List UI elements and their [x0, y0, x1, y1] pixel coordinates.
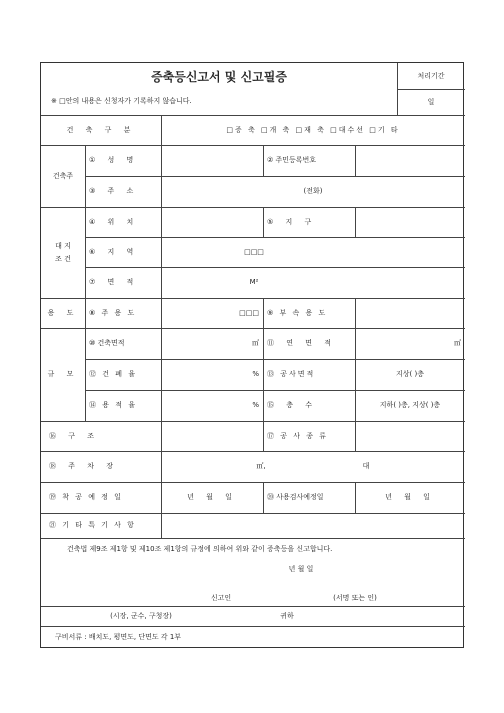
report-form	[40, 62, 464, 648]
remarks-label: ㉑ 기 타 특 기 사 항	[49, 521, 136, 529]
floors-label: ⑮ 층 수	[267, 401, 317, 409]
scale-label: 규 모	[47, 370, 79, 378]
floor-area-unit[interactable]: ㎡	[454, 339, 461, 347]
owner-name-field[interactable]	[161, 145, 263, 176]
form-note: ※ □안의 내용은 신청자가 기록하지 않습니다.	[51, 96, 192, 105]
remarks-field[interactable]	[161, 513, 465, 538]
main-use-label: ⑧ 주 용 도	[89, 308, 137, 317]
owner-group-label: 건축주	[52, 171, 74, 180]
reporter-label: 신고인	[210, 593, 232, 602]
form-title: 증축등신고서 및 신고필증	[151, 70, 287, 84]
building-type-options[interactable]: □증 축 □개 축 □재 축 □대수선 □기 타	[226, 125, 400, 134]
declaration-date[interactable]: 년 월 일	[288, 564, 314, 573]
floor-area-ratio-label: ⑭ 용 적 율	[89, 401, 137, 409]
site-area-unit: M²	[249, 278, 259, 286]
coverage-ratio-unit[interactable]: %	[252, 370, 259, 378]
site-zone-field[interactable]	[355, 207, 465, 237]
work-type-label: ⑰ 공 사 종 류	[267, 431, 328, 440]
site-location-field[interactable]	[161, 207, 263, 237]
site-group-label: 대 지 조 건	[55, 241, 71, 263]
site-district-label: ⑥ 지 역	[89, 247, 139, 256]
recipient-label: (시장, 군수, 구청장)	[110, 611, 172, 620]
sub-use-label: ⑨ 부 속 용 도	[267, 308, 328, 317]
owner-address-label: ③ 주 소	[89, 187, 139, 195]
site-zone-label: ⑤ 지 구	[267, 217, 317, 226]
signature-label: (서명 또는 인)	[333, 593, 377, 602]
use-label: 용 도	[47, 308, 79, 317]
structure-field[interactable]	[161, 421, 263, 451]
start-date-field[interactable]: 년 월 일	[187, 493, 237, 501]
parking-count-unit[interactable]: 대	[362, 462, 370, 470]
work-area-label: ⑬ 공사면적	[267, 370, 316, 378]
declaration-text: 건축법 제9조 제1항 및 제10조 제1항의 규정에 의하여 위와 같이 증축등을 신고합니다.	[67, 544, 333, 553]
floors-value[interactable]: 지하( )층, 지상( )층	[379, 401, 441, 409]
building-area-label: ⑩ 건축면적	[89, 339, 125, 347]
main-use-boxes[interactable]: □□□	[239, 308, 259, 317]
work-type-field[interactable]	[355, 421, 465, 451]
building-area-unit[interactable]: ㎡	[252, 339, 259, 347]
processing-period-value: 일	[427, 97, 435, 106]
inspection-date-field[interactable]: 년 월 일	[385, 493, 435, 501]
structure-label: ⑯ 구 조	[49, 431, 99, 440]
floor-area-ratio-unit[interactable]: %	[252, 401, 259, 409]
sub-use-field[interactable]	[355, 298, 465, 328]
owner-address-field[interactable]: (전화)	[303, 187, 323, 195]
start-date-label: ⑲ 착 공 예 정 일	[49, 493, 123, 501]
building-type-label: 건 축 구 분	[66, 125, 136, 134]
processing-period-label: 처리기간	[417, 71, 445, 80]
honorific-label: 귀하	[280, 611, 294, 620]
parking-area-unit[interactable]: ㎡,	[256, 462, 266, 470]
owner-name-label: ① 성 명	[89, 156, 139, 164]
attachments-note: 구비서류 : 배치도, 평면도, 단면도 각 1부	[55, 632, 182, 641]
parking-label: ⑱ 주 차 장	[49, 462, 118, 470]
inspection-date-label: ⑳ 사용검사예정일	[267, 493, 324, 501]
floor-area-label: ⑪ 연 면 적	[267, 339, 336, 347]
owner-rrn-field[interactable]	[355, 145, 465, 176]
work-area-value[interactable]: 지상( )층	[396, 370, 424, 378]
site-location-label: ④ 위 치	[89, 217, 139, 226]
site-district-boxes[interactable]: □□□	[244, 247, 264, 256]
coverage-ratio-label: ⑫ 건 폐 율	[89, 370, 137, 378]
owner-rrn-label: ② 주민등록번호	[267, 156, 317, 164]
site-area-label: ⑦ 면 적	[89, 278, 139, 286]
